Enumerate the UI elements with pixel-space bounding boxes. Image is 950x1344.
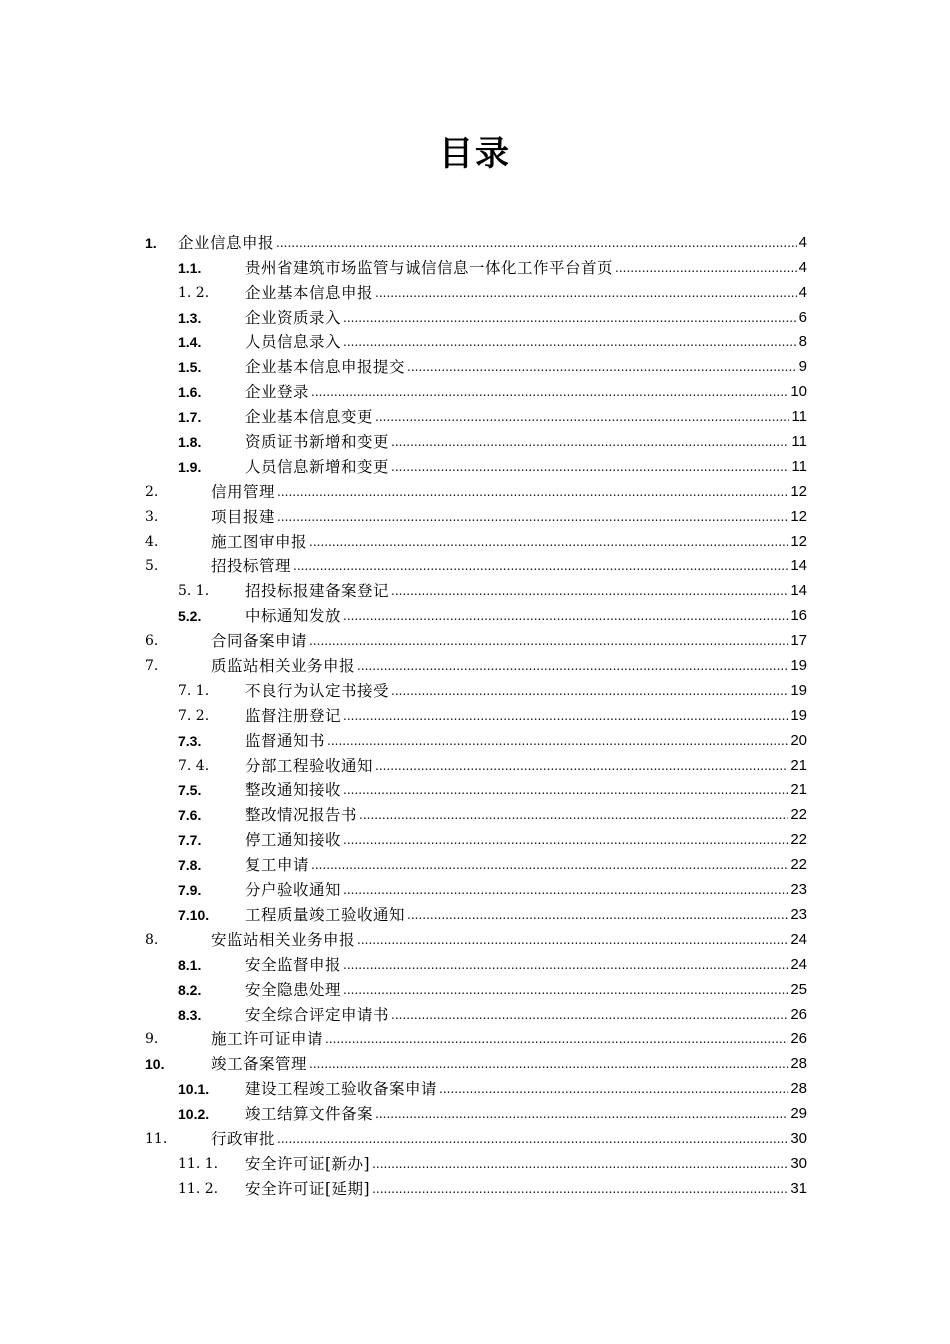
- toc-entry-number: 9.: [145, 1031, 159, 1048]
- toc-dot-leader: [343, 955, 788, 975]
- toc-entry-number: 7.7.: [178, 832, 202, 849]
- toc-entry-number: 1.: [145, 234, 157, 251]
- toc-dot-leader: [375, 1104, 788, 1124]
- toc-page-number: 24: [790, 930, 807, 948]
- toc-page-number: 12: [790, 507, 807, 525]
- toc-entry-number: 7.10.: [178, 906, 210, 923]
- toc-page-number: 22: [790, 831, 807, 849]
- toc-dot-leader: [391, 457, 789, 477]
- toc-entry-number: 5. 1.: [178, 583, 210, 600]
- toc-page-number: 16: [790, 607, 807, 625]
- toc-dot-leader: [327, 731, 788, 751]
- toc-entry-number: 7.8.: [178, 857, 202, 874]
- toc-page-number: 10: [790, 383, 807, 401]
- toc-page-number: 21: [790, 756, 807, 774]
- toc-entry[interactable]: [145, 477, 807, 502]
- toc-page-number: 14: [790, 557, 807, 575]
- toc-entry-label: 行政审批: [211, 1129, 276, 1148]
- toc-page-number: 20: [790, 731, 807, 749]
- toc-entry-label: 贵州省建筑市场监管与诚信信息一体化工作平台首页: [245, 258, 614, 277]
- toc-entry-label: 安监站相关业务申报: [211, 930, 356, 949]
- toc-page-number: 4: [798, 233, 807, 251]
- toc-entry-number: 5.: [145, 558, 159, 575]
- toc-entry-number: 7. 2.: [178, 707, 210, 724]
- toc-entry[interactable]: [145, 278, 807, 303]
- toc-entry[interactable]: [145, 1049, 807, 1074]
- toc-entry-label: 竣工备案管理: [211, 1055, 308, 1074]
- toc-page-number: 19: [790, 657, 807, 675]
- toc-page-number: 23: [790, 881, 807, 899]
- toc-entry[interactable]: [145, 228, 807, 253]
- toc-entry-label: 合同备案申请: [211, 632, 308, 651]
- toc-dot-leader: [357, 656, 788, 676]
- toc-entry-label: 竣工结算文件备案: [245, 1105, 374, 1124]
- toc-dot-leader: [391, 432, 789, 452]
- toc-page-number: 19: [790, 706, 807, 724]
- toc-dot-leader: [357, 930, 788, 950]
- toc-page-number: 4: [798, 283, 807, 301]
- toc-entry[interactable]: [145, 776, 807, 801]
- toc-dot-leader: [375, 283, 797, 303]
- toc-entry-number: 7.3.: [178, 732, 202, 749]
- toc-entry[interactable]: [145, 626, 807, 651]
- toc-entry-label: 分户验收通知: [245, 881, 342, 900]
- toc-entry-number: 7.9.: [178, 882, 202, 899]
- toc-dot-leader: [359, 805, 788, 825]
- toc-entry[interactable]: [145, 800, 807, 825]
- toc-page-number: 21: [790, 781, 807, 799]
- toc-entry[interactable]: [145, 352, 807, 377]
- toc-entry[interactable]: [145, 552, 807, 577]
- page-title: 目录: [439, 134, 511, 174]
- toc-entry-label: 招投标管理: [211, 557, 292, 576]
- toc-dot-leader: [277, 507, 788, 527]
- toc-entry-label: 企业基本信息变更: [245, 408, 374, 427]
- toc-entry[interactable]: [145, 253, 807, 278]
- toc-page-number: 12: [790, 482, 807, 500]
- toc-dot-leader: [277, 482, 788, 502]
- toc-page-number: 11: [791, 433, 807, 451]
- toc-entry-label: 分部工程验收通知: [245, 756, 374, 775]
- toc-entry-label: 企业基本信息申报: [245, 283, 374, 302]
- toc-dot-leader: [407, 357, 797, 377]
- toc-entry-number: 8.1.: [178, 956, 202, 973]
- toc-entry-label: 工程质量竣工验收通知: [245, 905, 406, 924]
- toc-entry[interactable]: [145, 502, 807, 527]
- toc-entry-label: 不良行为认定书接受: [245, 681, 390, 700]
- toc-page-number: 11: [791, 457, 807, 475]
- toc-page-number: 24: [790, 955, 807, 973]
- toc-entry-label: 安全隐患处理: [245, 980, 342, 999]
- toc-dot-leader: [391, 681, 788, 701]
- toc-dot-leader: [343, 706, 788, 726]
- toc-entry[interactable]: [145, 527, 807, 552]
- toc-page-number: 26: [790, 1030, 807, 1048]
- toc-entry[interactable]: [145, 1099, 807, 1124]
- toc-page-number: 30: [790, 1154, 807, 1172]
- toc-page-number: 28: [790, 1080, 807, 1098]
- toc-dot-leader: [407, 905, 788, 925]
- toc-entry-number: 8.: [145, 931, 159, 948]
- toc-entry[interactable]: [145, 651, 807, 676]
- toc-entry[interactable]: [145, 377, 807, 402]
- toc-entry-number: 6.: [145, 633, 159, 650]
- toc-page-number: 30: [790, 1129, 807, 1147]
- toc-entry-label: 停工通知接收: [245, 831, 342, 850]
- toc-entry-number: 10.1.: [178, 1081, 210, 1098]
- toc-entry[interactable]: [145, 950, 807, 975]
- toc-entry-number: 11.: [145, 1130, 168, 1147]
- toc-page-number: 17: [790, 632, 807, 650]
- toc-page-number: 12: [790, 532, 807, 550]
- toc-dot-leader: [439, 1079, 788, 1099]
- toc-dot-leader: [276, 233, 797, 253]
- toc-entry-number: 4.: [145, 533, 159, 550]
- toc-dot-leader: [343, 780, 788, 800]
- toc-dot-leader: [391, 581, 788, 601]
- toc-dot-leader: [343, 830, 788, 850]
- toc-entry-label: 整改通知接收: [245, 781, 342, 800]
- toc-dot-leader: [372, 1154, 788, 1174]
- toc-entry-number: 1.6.: [178, 384, 202, 401]
- toc-dot-leader: [372, 1179, 788, 1199]
- toc-entry-label: 建设工程竣工验收备案申请: [245, 1080, 438, 1099]
- toc-page-number: 8: [798, 333, 807, 351]
- toc-page-number: 9: [798, 358, 807, 376]
- toc-page-number: 28: [790, 1055, 807, 1073]
- toc-entry-label: 安全监督申报: [245, 955, 342, 974]
- toc-entry-number: 3.: [145, 508, 159, 525]
- toc-entry-number: 8.2.: [178, 981, 202, 998]
- toc-entry[interactable]: [145, 576, 807, 601]
- toc-dot-leader: [343, 980, 788, 1000]
- toc-entry-label: 企业基本信息申报提交: [245, 358, 406, 377]
- toc-entry-label: 复工申请: [245, 856, 310, 875]
- toc-entry[interactable]: [145, 850, 807, 875]
- toc-entry-number: 1.3.: [178, 309, 202, 326]
- toc-entry-number: 11. 1.: [178, 1155, 219, 1172]
- toc-entry[interactable]: [145, 1174, 807, 1199]
- toc-dot-leader: [311, 855, 788, 875]
- toc-entry[interactable]: [145, 1124, 807, 1149]
- toc-page-number: 22: [790, 856, 807, 874]
- toc-entry-label: 施工许可证申请: [211, 1030, 324, 1049]
- toc-entry-label: 招投标报建备案登记: [245, 582, 390, 601]
- toc-entry-label: 安全综合评定申请书: [245, 1005, 390, 1024]
- toc-entry-label: 整改情况报告书: [245, 806, 358, 825]
- toc-page-number: 23: [790, 905, 807, 923]
- toc-entry-number: 1. 2.: [178, 284, 210, 301]
- toc-entry[interactable]: [145, 1074, 807, 1099]
- toc-dot-leader: [309, 1054, 788, 1074]
- toc-entry-number: 1.1.: [178, 259, 202, 276]
- toc-entry-number: 1.4.: [178, 334, 202, 351]
- toc-entry-number: 11. 2.: [178, 1180, 219, 1197]
- toc-dot-leader: [343, 332, 797, 352]
- toc-page-number: 11: [791, 408, 807, 426]
- toc-entry-label: 安全许可证[新办]: [245, 1154, 371, 1173]
- toc-entry-number: 10.2.: [178, 1106, 210, 1123]
- toc-entry-number: 2.: [145, 483, 159, 500]
- toc-entry-number: 1.7.: [178, 409, 202, 426]
- toc-dot-leader: [325, 1029, 788, 1049]
- toc-dot-leader: [343, 606, 788, 626]
- toc-entry-number: 1.9.: [178, 458, 202, 475]
- toc-entry-label: 质监站相关业务申报: [211, 657, 356, 676]
- toc-entry[interactable]: [145, 402, 807, 427]
- toc-page-number: 26: [790, 1005, 807, 1023]
- toc-page-number: 14: [790, 582, 807, 600]
- toc-entry-label: 监督通知书: [245, 731, 326, 750]
- toc-entry-label: 企业资质录入: [245, 308, 342, 327]
- toc-dot-leader: [375, 407, 789, 427]
- toc-entry-number: 5.2.: [178, 608, 202, 625]
- toc-dot-leader: [293, 556, 788, 576]
- toc-entry-label: 安全许可证[延期]: [245, 1179, 371, 1198]
- toc-dot-leader: [343, 880, 788, 900]
- toc-entry[interactable]: [145, 303, 807, 328]
- toc-page-number: 22: [790, 806, 807, 824]
- toc-page-number: 4: [798, 258, 807, 276]
- toc-entry-label: 中标通知发放: [245, 607, 342, 626]
- toc-page-number: 6: [798, 308, 807, 326]
- toc-entry-number: 7. 4.: [178, 757, 210, 774]
- toc-entry[interactable]: [145, 900, 807, 925]
- toc-entry[interactable]: [145, 427, 807, 452]
- toc-entry[interactable]: [145, 1149, 807, 1174]
- toc-entry[interactable]: [145, 726, 807, 751]
- toc-entry[interactable]: [145, 825, 807, 850]
- toc-entry[interactable]: [145, 328, 807, 353]
- toc-entry[interactable]: [145, 925, 807, 950]
- toc-entry[interactable]: [145, 676, 807, 701]
- toc-dot-leader: [615, 258, 797, 278]
- toc-entry-label: 资质证书新增和变更: [245, 433, 390, 452]
- toc-dot-leader: [309, 532, 788, 552]
- toc-entry-number: 7.5.: [178, 782, 202, 799]
- table-of-contents: [145, 228, 807, 1199]
- toc-entry-label: 企业登录: [245, 383, 310, 402]
- toc-dot-leader: [309, 631, 788, 651]
- toc-entry-label: 项目报建: [211, 507, 276, 526]
- toc-dot-leader: [343, 308, 797, 328]
- toc-entry[interactable]: [145, 1025, 807, 1050]
- toc-dot-leader: [375, 756, 788, 776]
- toc-entry[interactable]: [145, 1000, 807, 1025]
- toc-entry-number: 7. 1.: [178, 682, 210, 699]
- toc-entry[interactable]: [145, 875, 807, 900]
- toc-dot-leader: [277, 1129, 788, 1149]
- toc-entry-label: 信用管理: [211, 482, 276, 501]
- toc-entry-number: 1.5.: [178, 359, 202, 376]
- toc-entry[interactable]: [145, 701, 807, 726]
- toc-entry-label: 施工图审申报: [211, 532, 308, 551]
- toc-entry[interactable]: [145, 452, 807, 477]
- toc-entry-label: 监督注册登记: [245, 706, 342, 725]
- toc-entry-number: 10.: [145, 1056, 165, 1073]
- toc-entry-label: 人员信息新增和变更: [245, 457, 390, 476]
- toc-page-number: 25: [790, 980, 807, 998]
- toc-entry-number: 7.: [145, 658, 159, 675]
- toc-entry[interactable]: [145, 601, 807, 626]
- toc-entry-number: 7.6.: [178, 807, 202, 824]
- toc-entry[interactable]: [145, 975, 807, 1000]
- toc-page-number: 19: [790, 681, 807, 699]
- toc-page-number: 31: [790, 1179, 807, 1197]
- toc-dot-leader: [311, 382, 788, 402]
- toc-entry-label: 人员信息录入: [245, 333, 342, 352]
- toc-entry-number: 1.8.: [178, 434, 202, 451]
- toc-entry-label: 企业信息申报: [178, 233, 275, 252]
- toc-page-number: 29: [790, 1105, 807, 1123]
- toc-entry[interactable]: [145, 751, 807, 776]
- toc-dot-leader: [391, 1005, 788, 1025]
- toc-entry-number: 8.3.: [178, 1006, 202, 1023]
